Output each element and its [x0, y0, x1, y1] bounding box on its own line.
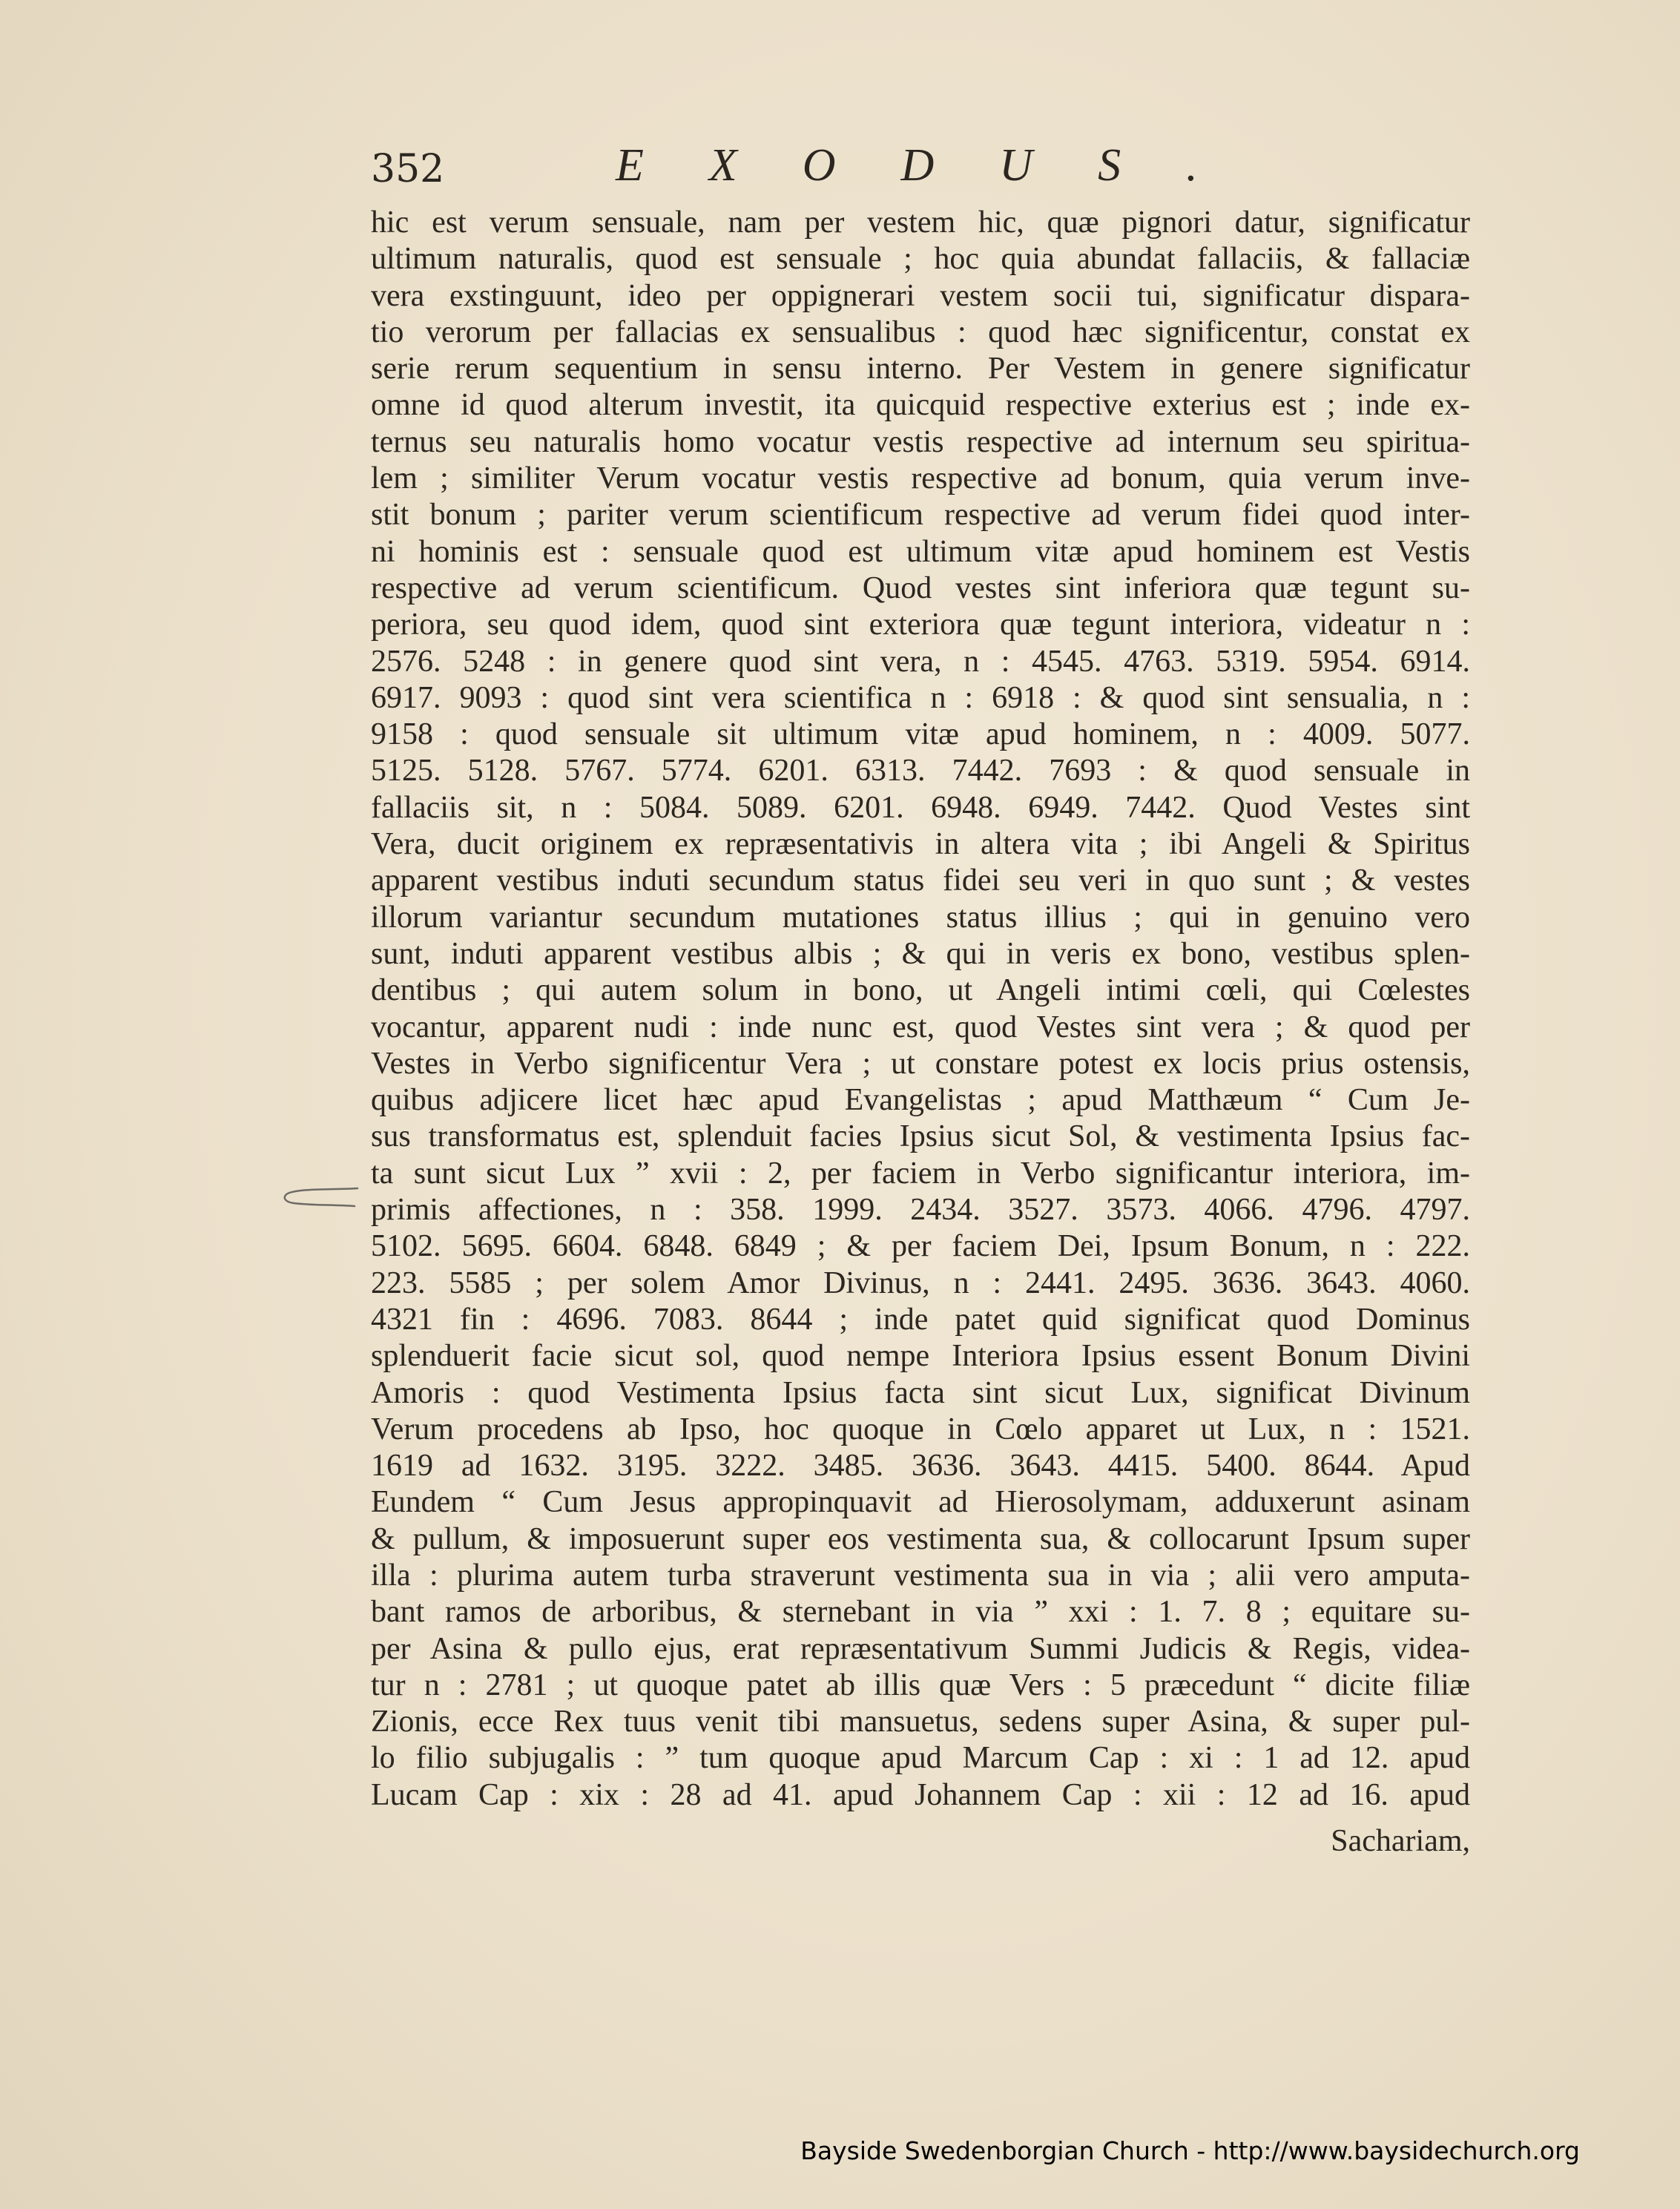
text-line: 5125. 5128. 5767. 5774. 6201. 6313. 7442. 7693 : & quod sensuale in	[371, 754, 1470, 789]
text-line: ni hominis est : sensuale quod est ultimum vitæ apud hominem est Vestis	[371, 534, 1470, 569]
text-line: Verum procedens ab Ipso, hoc quoque in Cœlo apparet ut Lux, n : 1521.	[371, 1412, 1470, 1446]
catchword: Sachariam,	[1331, 1824, 1470, 1858]
text-line: ultimum naturalis, quod est sensuale ; hoc quia abundat fallaciis, & fallaciæ	[371, 242, 1470, 277]
text-line: illorum variantur secundum mutationes status illius ; qui in genuino vero	[371, 900, 1470, 935]
text-line: sunt, induti apparent vestibus albis ; & qui in veris ex bono, vestibus splen-	[371, 936, 1470, 971]
text-line: 223. 5585 ; per solem Amor Divinus, n : 2441. 2495. 3636. 3643. 4060.	[371, 1265, 1470, 1300]
text-line: 6917. 9093 : quod sint vera scientifica n : 6918 : & quod sint sensualia, n :	[371, 680, 1470, 715]
text-line: & pullum, & imposuerunt super eos vestimenta sua, & collocarunt Ipsum super	[371, 1521, 1470, 1556]
text-line: per Asina & pullo ejus, erat repræsentativum Summi Judicis & Regis, videa-	[371, 1631, 1470, 1666]
text-line: Zionis, ecce Rex tuus venit tibi mansuetus, sedens super Asina, & super pul-	[371, 1705, 1470, 1739]
text-line: tio verorum per fallacias ex sensualibus : quod hæc significentur, constat ex	[371, 315, 1470, 349]
body-text	[371, 205, 1470, 1814]
text-line: illa : plurima autem turba straverunt vestimenta sua in via ; alii vero amputa-	[371, 1558, 1470, 1593]
text-line: ta sunt sicut Lux ” xvii : 2, per faciem in Verbo significantur interiora, im-	[371, 1156, 1470, 1191]
text-line: 1619 ad 1632. 3195. 3222. 3485. 3636. 3643. 4415. 5400. 8644. Apud	[371, 1449, 1470, 1484]
text-line: stit bonum ; pariter verum scientificum respective ad verum fidei quod inter-	[371, 498, 1470, 533]
running-head: EXODUS.	[616, 140, 1263, 191]
text-line: fallaciis sit, n : 5084. 5089. 6201. 6948. 6949. 7442. Quod Vestes sint	[371, 790, 1470, 825]
margin-pencil-mark	[280, 1182, 362, 1212]
text-line: respective ad verum scientificum. Quod vestes sint inferiora quæ tegunt su-	[371, 570, 1470, 605]
text-line: lo filio subjugalis : ” tum quoque apud Marcum Cap : xi : 1 ad 12. apud	[371, 1741, 1470, 1776]
text-line: vera exstinguunt, ideo per oppignerari vestem socii tui, significatur dispara-	[371, 278, 1470, 313]
text-line: 5102. 5695. 6604. 6848. 6849 ; & per faciem Dei, Ipsum Bonum, n : 222.	[371, 1229, 1470, 1264]
source-watermark: Bayside Swedenborgian Church - http://www.baysidechurch.org	[800, 2136, 1580, 2165]
text-line: Lucam Cap : xix : 28 ad 41. apud Johannem Cap : xii : 12 ad 16. apud	[371, 1777, 1470, 1812]
text-line: 2576. 5248 : in genere quod sint vera, n : 4545. 4763. 5319. 5954. 6914.	[371, 644, 1470, 679]
text-line: Vera, ducit originem ex repræsentativis in altera vita ; ibi Angeli & Spiritus	[371, 827, 1470, 862]
text-line: quibus adjicere licet hæc apud Evangelistas ; apud Matthæum “ Cum Je-	[371, 1083, 1470, 1118]
text-line: 9158 : quod sensuale sit ultimum vitæ apud hominem, n : 4009. 5077.	[371, 717, 1470, 752]
text-line: splenduerit facie sicut sol, quod nempe Interiora Ipsius essent Bonum Divini	[371, 1339, 1470, 1374]
page-number: 352	[371, 147, 445, 191]
text-line: primis affectiones, n : 358. 1999. 2434. 3527. 3573. 4066. 4796. 4797.	[371, 1193, 1470, 1228]
text-line: Amoris : quod Vestimenta Ipsius facta sint sicut Lux, significat Divinum	[371, 1375, 1470, 1410]
text-line: ternus seu naturalis homo vocatur vestis respective ad internum seu spiritua-	[371, 424, 1470, 459]
text-line: omne id quod alterum investit, ita quicquid respective exterius est ; inde ex-	[371, 388, 1470, 423]
text-line: tur n : 2781 ; ut quoque patet ab illis quæ Vers : 5 præcedunt “ dicite filiæ	[371, 1668, 1470, 1702]
text-line: serie rerum sequentium in sensu interno. Per Vestem in genere significatur	[371, 352, 1470, 386]
text-line: apparent vestibus induti secundum status fidei seu veri in quo sunt ; & vestes	[371, 863, 1470, 898]
text-line: periora, seu quod idem, quod sint exteriora quæ tegunt interiora, videatur n :	[371, 608, 1470, 642]
text-line: lem ; similiter Verum vocatur vestis respective ad bonum, quia verum inve-	[371, 461, 1470, 496]
text-line: Vestes in Verbo significentur Vera ; ut constare potest ex locis prius ostensis,	[371, 1046, 1470, 1081]
text-line: 4321 fin : 4696. 7083. 8644 ; inde patet quid significat quod Dominus	[371, 1302, 1470, 1337]
text-line: bant ramos de arboribus, & sternebant in via ” xxi : 1. 7. 8 ; equitare su-	[371, 1595, 1470, 1630]
text-line: sus transformatus est, splenduit facies Ipsius sicut Sol, & vestimenta Ipsius fac-	[371, 1119, 1470, 1154]
text-line: hic est verum sensuale, nam per vestem hic, quæ pignori datur, significatur	[371, 205, 1470, 240]
text-line: dentibus ; qui autem solum in bono, ut Angeli intimi cœli, qui Cœlestes	[371, 973, 1470, 1008]
page-header	[371, 139, 1513, 199]
text-line: vocantur, apparent nudi : inde nunc est, quod Vestes sint vera ; & quod per	[371, 1010, 1470, 1044]
text-line: Eundem “ Cum Jesus appropinquavit ad Hierosolymam, adduxerunt asinam	[371, 1485, 1470, 1520]
